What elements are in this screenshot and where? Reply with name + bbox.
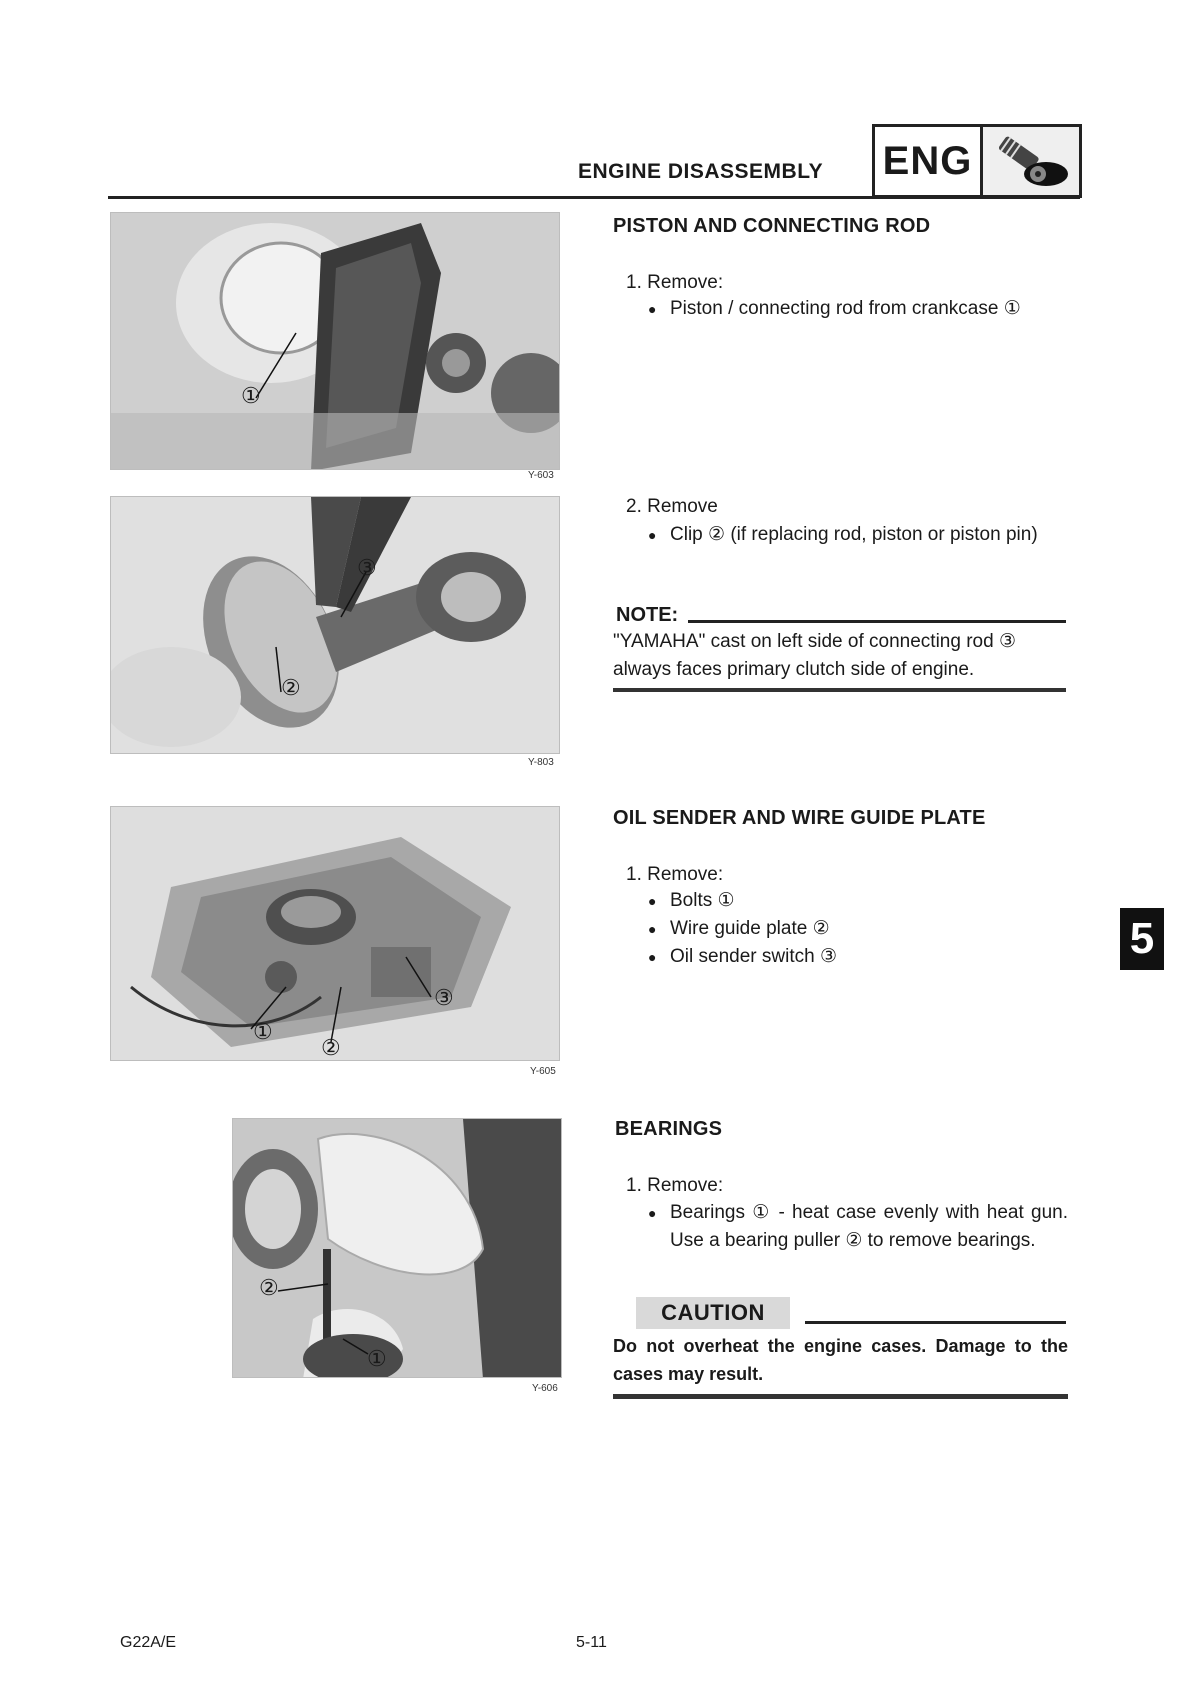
section-badge xyxy=(872,124,1082,198)
bullet-icon: ● xyxy=(648,1205,657,1221)
caution-label: CAUTION xyxy=(636,1297,790,1329)
photo-clip-removal xyxy=(110,496,560,754)
callout-2: ② xyxy=(321,1035,341,1060)
photo-bearings xyxy=(232,1118,562,1378)
bullet-icon: ● xyxy=(648,921,657,937)
note-rule xyxy=(688,620,1066,623)
caution-text: Do not overheat the engine cases. Damage to the cases may result. xyxy=(613,1336,1068,1384)
list-item: ● Bearings ① - heat case evenly with heat gun. Use a bearing puller ② to remove bearings. xyxy=(648,1199,1068,1255)
photo-code: Y-606 xyxy=(532,1383,558,1394)
bullet-icon: ● xyxy=(648,527,657,543)
note-bottom-rule xyxy=(613,688,1066,692)
callout-1: ① xyxy=(241,383,261,408)
bullet-icon: ● xyxy=(648,893,657,909)
photo-oil-sender xyxy=(110,806,560,1061)
engine-tool-icon xyxy=(983,127,1079,195)
bullet-icon: ● xyxy=(648,301,657,317)
list-item: ● Clip ② (if replacing rod, piston or piston pin) xyxy=(648,521,1068,549)
page-header-title: ENGINE DISASSEMBLY xyxy=(578,160,824,183)
section-title-bearings: BEARINGS xyxy=(615,1118,723,1140)
caution-bottom-rule xyxy=(613,1394,1068,1399)
section-title-oil-sender: OIL SENDER AND WIRE GUIDE PLATE xyxy=(613,807,986,829)
photo-piston-removal xyxy=(110,212,560,470)
list-item: ● Oil sender switch ③ xyxy=(648,943,1068,971)
section-title-piston: PISTON AND CONNECTING ROD xyxy=(613,215,931,237)
note-label: NOTE: xyxy=(616,604,679,626)
list-item: ● Bolts ① xyxy=(648,887,1068,915)
chapter-tab: 5 xyxy=(1120,908,1164,970)
step-remove: 1. Remove: xyxy=(626,864,724,885)
page-number: 5-11 xyxy=(576,1634,607,1651)
photo-code: Y-803 xyxy=(528,757,554,768)
callout-1: ① xyxy=(253,1019,273,1044)
step-remove: 2. Remove xyxy=(626,496,718,517)
callout-3: ③ xyxy=(434,985,454,1010)
callout-2: ② xyxy=(281,675,301,700)
footer-model: G22A/E xyxy=(120,1634,177,1651)
note-text: "YAMAHA" cast on left side of connecting rod ③ always faces primary clutch side of engine. xyxy=(613,631,1016,680)
caution-rule xyxy=(805,1321,1066,1324)
photo-code: Y-603 xyxy=(528,470,554,481)
list-item: ● Piston / connecting rod from crankcase ① xyxy=(648,295,1068,323)
callout-3: ③ xyxy=(357,555,377,580)
bullet-icon: ● xyxy=(648,949,657,965)
list-item: ● Wire guide plate ② xyxy=(648,915,1068,943)
callout-2: ② xyxy=(259,1275,279,1300)
step-remove: 1. Remove: xyxy=(626,1175,724,1196)
photo-code: Y-605 xyxy=(530,1066,556,1077)
section-badge-label: ENG xyxy=(875,127,983,195)
step-remove: 1. Remove: xyxy=(626,272,724,293)
callout-1: ① xyxy=(367,1346,387,1371)
